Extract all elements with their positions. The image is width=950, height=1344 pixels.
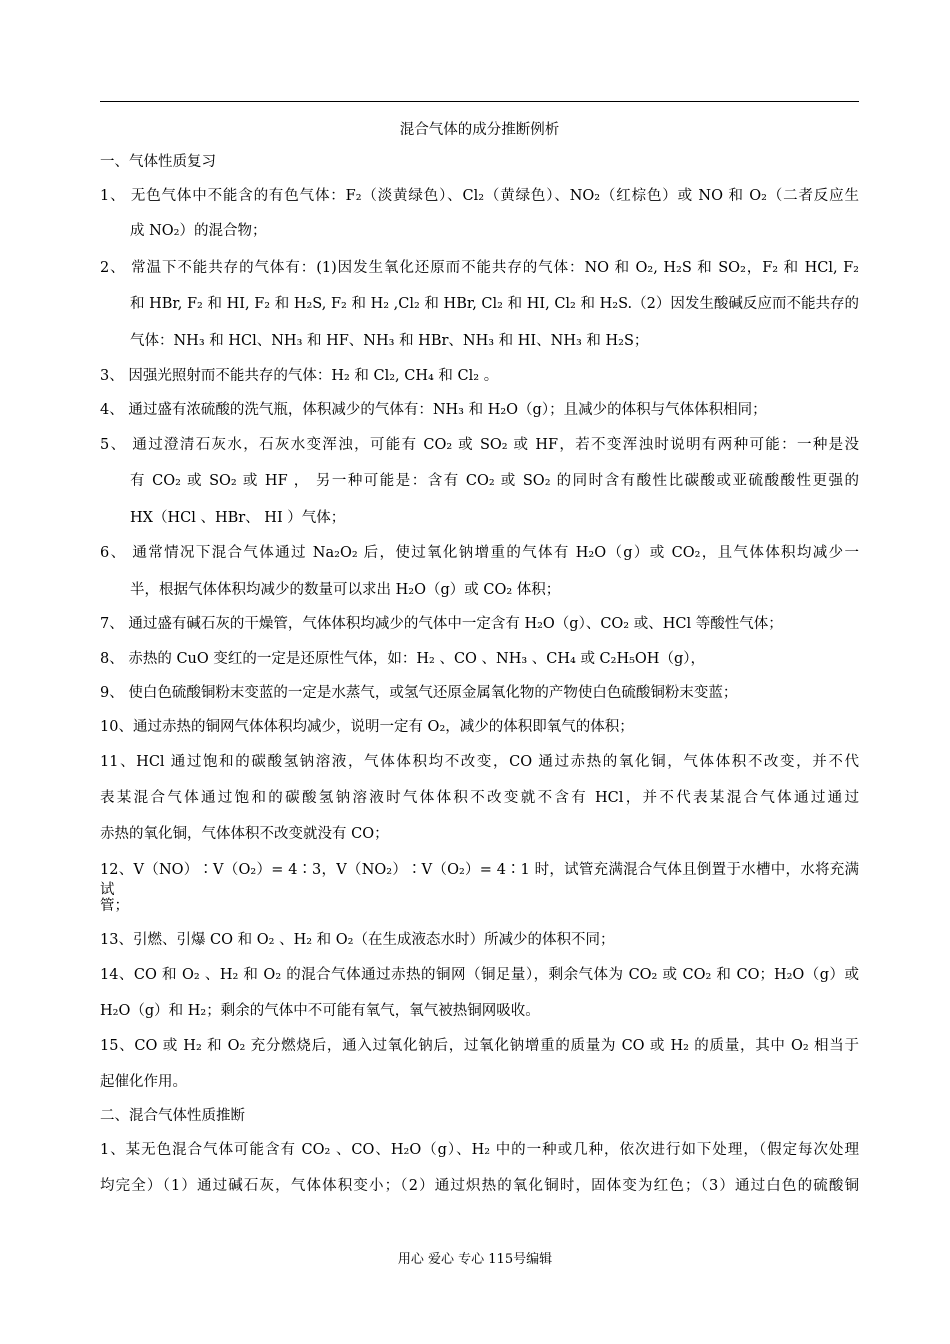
text-line: 管； xyxy=(100,898,129,914)
text-line: 和 HBr, F₂ 和 HI, F₂ 和 H₂S, F₂ 和 H₂ ,Cl₂ 和 HBr, Cl₂ 和 HI, Cl₂ 和 H₂S.（2）因发生酸碱反应而不能共存的 xyxy=(130,296,859,312)
section-heading: 二、混合气体性质推断 xyxy=(100,1108,245,1124)
text-line: 有 CO₂ 或 SO₂ 或 HF ， 另一种可能是：含有 CO₂ 或 SO₂ 的同时含有酸性比碳酸或亚硫酸酸性更强的 xyxy=(130,473,859,489)
text-line: 13、引燃、引爆 CO 和 O₂ 、H₂ 和 O₂（在生成液态水时）所减少的体积不同； xyxy=(100,932,615,948)
text-line: 表某混合气体通过饱和的碳酸氢钠溶液时气体体积不改变就不含有 HCl，并不代表某混合气体通过通过 xyxy=(100,790,859,806)
header-rule xyxy=(100,101,859,102)
text-line: 14、CO 和 O₂ 、H₂ 和 O₂ 的混合气体通过赤热的铜网（铜足量），剩余气体为 CO₂ 或 CO₂ 和 CO；H₂O（g）或 xyxy=(100,967,859,983)
text-line: 1、某无色混合气体可能含有 CO₂ 、CO、H₂O（g）、H₂ 中的一种或几种，依次进行如下处理，（假定每次处理 xyxy=(100,1142,859,1158)
text-line: 12、V（NO）∶V（O₂）= 4∶3，V（NO₂）∶V（O₂）= 4∶1 时，试管充满混合气体且倒置于水槽中，水将充满试 xyxy=(100,862,859,898)
text-line: 起催化作用。 xyxy=(100,1074,187,1090)
text-line: HX（HCl 、HBr、 HI ）气体； xyxy=(130,510,346,526)
text-line: 3、 因强光照射而不能共存的气体：H₂ 和 Cl₂, CH₄ 和 Cl₂ 。 xyxy=(100,368,499,384)
text-line: 4、 通过盛有浓硫酸的洗气瓶，体积减少的气体有：NH₃ 和 H₂O（g）；且减少的体积与气体体积相同； xyxy=(100,402,767,418)
page-footer: 用心 爱心 专心 115号编辑 xyxy=(397,1252,553,1267)
section-heading: 一、气体性质复习 xyxy=(100,154,216,170)
text-line: 赤热的氧化铜，气体体积不改变就没有 CO； xyxy=(100,826,389,842)
text-line: 5、 通过澄清石灰水，石灰水变浑浊，可能有 CO₂ 或 SO₂ 或 HF，若不变浑浊时说明有两种可能：一种是没 xyxy=(100,437,859,453)
page-title: 混合气体的成分推断例析 xyxy=(399,122,560,138)
text-line: 2、 常温下不能共存的气体有：(1)因发生氧化还原而不能共存的气体：NO 和 O₂, H₂S 和 SO₂，F₂ 和 HCl, F₂ xyxy=(100,260,859,276)
text-line: 9、 使白色硫酸铜粉末变蓝的一定是水蒸气，或氢气还原金属氧化物的产物使白色硫酸铜粉末变蓝； xyxy=(100,685,738,701)
text-line: 1、 无色气体中不能含的有色气体：F₂（淡黄绿色）、Cl₂（黄绿色）、NO₂（红棕色）或 NO 和 O₂（二者反应生 xyxy=(100,188,859,204)
text-line: 7、 通过盛有碱石灰的干燥管，气体体积均减少的气体中一定含有 H₂O（g）、CO₂ 或、HCl 等酸性气体； xyxy=(100,616,783,632)
text-line: 8、 赤热的 CuO 变红的一定是还原性气体，如：H₂ 、CO 、NH₃ 、CH₄ 或 C₂H₅OH（g）， xyxy=(100,651,705,667)
text-line: 11、HCl 通过饱和的碳酸氢钠溶液，气体体积均不改变，CO 通过赤热的氧化铜，气体体积不改变，并不代 xyxy=(100,754,859,770)
text-line: 气体：NH₃ 和 HCl、NH₃ 和 HF、NH₃ 和 HBr、NH₃ 和 HI、NH₃ 和 H₂S； xyxy=(130,333,649,349)
text-line: 6、 通常情况下混合气体通过 Na₂O₂ 后，使过氧化钠增重的气体有 H₂O（g）或 CO₂，且气体体积均减少一 xyxy=(100,545,859,561)
text-line: 半，根据气体体积均减少的数量可以求出 H₂O（g）或 CO₂ 体积； xyxy=(130,582,561,598)
text-line: H₂O（g）和 H₂；剩余的气体中不可能有氧气，氧气被热铜网吸收。 xyxy=(100,1003,540,1019)
text-line: 成 NO₂）的混合物； xyxy=(130,223,267,239)
text-line: 均完全）（1）通过碱石灰，气体体积变小；（2）通过炽热的氧化铜时，固体变为红色；（3）通过白色的硫酸铜 xyxy=(100,1178,859,1194)
text-line: 10、通过赤热的铜网气体体积均减少，说明一定有 O₂，减少的体积即氧气的体积； xyxy=(100,719,634,735)
text-line: 15、CO 或 H₂ 和 O₂ 充分燃烧后，通入过氧化钠后，过氧化钠增重的质量为 CO 或 H₂ 的质量，其中 O₂ 相当于 xyxy=(100,1038,859,1054)
